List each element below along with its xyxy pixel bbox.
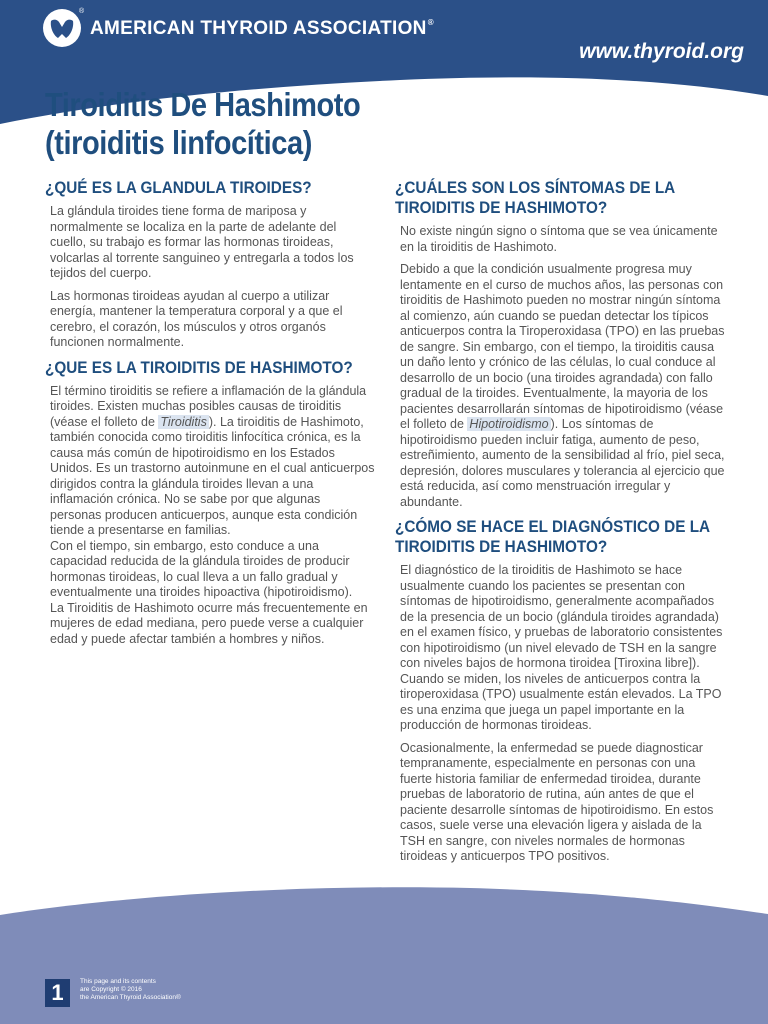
page-title-line1: Tiroiditis De Hashimoto: [45, 86, 361, 123]
section-heading-symptoms: ¿CUÁLES SON LOS SÍNTOMAS DE LA TIROIDITIS DE HASHIMOTO?: [395, 178, 675, 217]
logo-registered-mark: ®: [79, 8, 85, 15]
copyright-line: This page and its contents: [80, 978, 156, 985]
footer-band: [0, 887, 768, 1024]
paragraph-thyroiditis-definition: [50, 384, 375, 539]
paragraph-thyroid-hormones: Las hormonas tiroideas ayudan al cuerpo a utilizar energía, mantener la temperatura corporal y a que el cerebro, el corazón, los músculos y otros organós funcionen normalmente.: [50, 288, 343, 349]
paragraph-diagnosis-usual: El diagnóstico de la tiroiditis de Hashimoto se hace usualmente cuando los pacientes se presentan con síntomas de hipotiroidismo, generalmente acompañados de la presencia de un bocio (glándula tiroides agrandada) en el examen físico, y pruebas de laboratorio consistentes con hipotiroidismo (un nivel elevado de TSH en la sangre con niveles bajos de hormona tiroidea [Tiroxina libre]). Cuando se miden, los niveles de anticuerpos contra la tiroperoxidasa (TPO) usualmente están elevados. La TPO es una enzima que juega un papel importante en la producción de hormonas tiroideas.: [400, 563, 723, 732]
page-title: [45, 86, 360, 162]
paragraph-no-unique-sign: No existe ningún signo o síntoma que se vea únicamente en la tiroiditis de Hashimoto.: [400, 224, 718, 254]
text-segment: El término tiroiditis se refiere a inflamación de la glándula tiroides. Existen muchas posibles causas de tiroiditis (véase el folleto de: [50, 383, 367, 429]
section-heading-what-is-thyroid: ¿QUÉ ES LA GLANDULA TIROIDES?: [45, 178, 312, 197]
left-column: [45, 178, 375, 654]
paragraph-prevalence: La Tiroiditis de Hashimoto ocurre más frecuentemente en mujeres de edad mediana, pero puede verse a cualquier edad y puede afectar también a hombres y niños.: [50, 600, 368, 646]
ata-logo-icon: [42, 8, 85, 48]
website-link[interactable]: www.thyroid.org: [579, 40, 744, 63]
copyright-line: are Copyright © 2016: [80, 986, 142, 993]
page-number: 1: [45, 979, 70, 1007]
link-hipotiroidismo-brochure[interactable]: Hipotiroidismo: [469, 417, 549, 431]
section-heading-diagnosis: ¿CÓMO SE HACE EL DIAGNÓSTICO DE LA TIROIDITIS DE HASHIMOTO?: [395, 517, 710, 556]
paragraph-reduced-capacity: Con el tiempo, sin embargo, esto conduce a una capacidad reducida de la glándula tiroides de producir hormonas tiroideas, lo cual lleva a un fallo gradual y eventualmente una tiroides hipoactiva (hipotiroidismo).: [50, 538, 353, 599]
paragraph-symptom-progression: [400, 262, 725, 510]
paragraph-diagnosis-early: Ocasionalmente, la enfermedad se puede diagnosticar tempranamente, especialmente en personas con una fuerte historia familiar de enfermedad tiroidea, durante pruebas de laboratorio de rutina, aún antes de que el paciente desarrolle síntomas de hipotiroidismo. En estos casos, suele verse una elevación ligera y aislada de la TSH en sangre, con niveles normales de hormonas tiroideas y anticuerpos TPO positivos.: [400, 740, 714, 863]
right-column: [395, 178, 725, 872]
organization-name-text: AMERICAN THYROID ASSOCIATION: [90, 18, 427, 39]
section-heading-what-is-hashimoto: ¿QUE ES LA TIROIDITIS DE HASHIMOTO?: [45, 357, 353, 377]
text-segment: ). Los síntomas de hipotiroidismo pueden incluir fatiga, aumento de peso, estreñimiento, aumento de la sensibilidad al frío, piel seca, depresión, dolores musculares y tolerancia al ejercicio que está reducida, así como menstruación irregular y abundante.: [400, 417, 725, 509]
text-segment: ). La tiroiditis de Hashimoto, también conocida como tiroiditis linfocítica crónica, es la causa más común de hipotiroidismo en los Estados Unidos. Es un trastorno autoinmune en el cual anticuerpos dirigidos contra la glándula tiroides llevan a una inflamación crónica. No se sabe por que algunas personas producen anticuerpos, aunque esta condición tiende a presentarse en familias.: [50, 414, 375, 537]
text-segment: Debido a que la condición usualmente progresa muy lentamente en el curso de muchos años, las personas con tiroiditis de Hashimoto pueden no mostrar ningún síntoma al comienzo, aún cuando se puedan detectar los típicos anticuerpos contra la Tiroperoxidasa (TPO) en las pruebas de sangre. Sin embargo, con el tiempo, la tiroiditis causa un daño lento y crónico de las células, lo cual conduce al desarrollo de un bocio (una tiroides agrandada) con fallo gradual de la tiroides. Eventualmente, la mayoria de los pacientes desarrollarán síntomas de hipotiroidismo (véase el folleto de: [400, 262, 725, 431]
organization-registered-mark: ®: [427, 18, 434, 27]
link-tiroiditis-brochure[interactable]: Tiroiditis: [160, 414, 207, 429]
page-title-line2: (tiroiditis linfocítica): [45, 124, 312, 161]
paragraph-thyroid-shape: La glándula tiroides tiene forma de mariposa y normalmente se localiza en la parte de adelante del cuello, su trabajo es formar las hormonas tiroideas, volcarlas al torrente sanguineo y entregarla a todos los tejidos del cuerpo.: [50, 204, 354, 280]
copyright-line: the American Thyroid Association®: [80, 994, 181, 1001]
organization-name: [90, 18, 434, 40]
copyright-notice: [80, 978, 181, 1002]
